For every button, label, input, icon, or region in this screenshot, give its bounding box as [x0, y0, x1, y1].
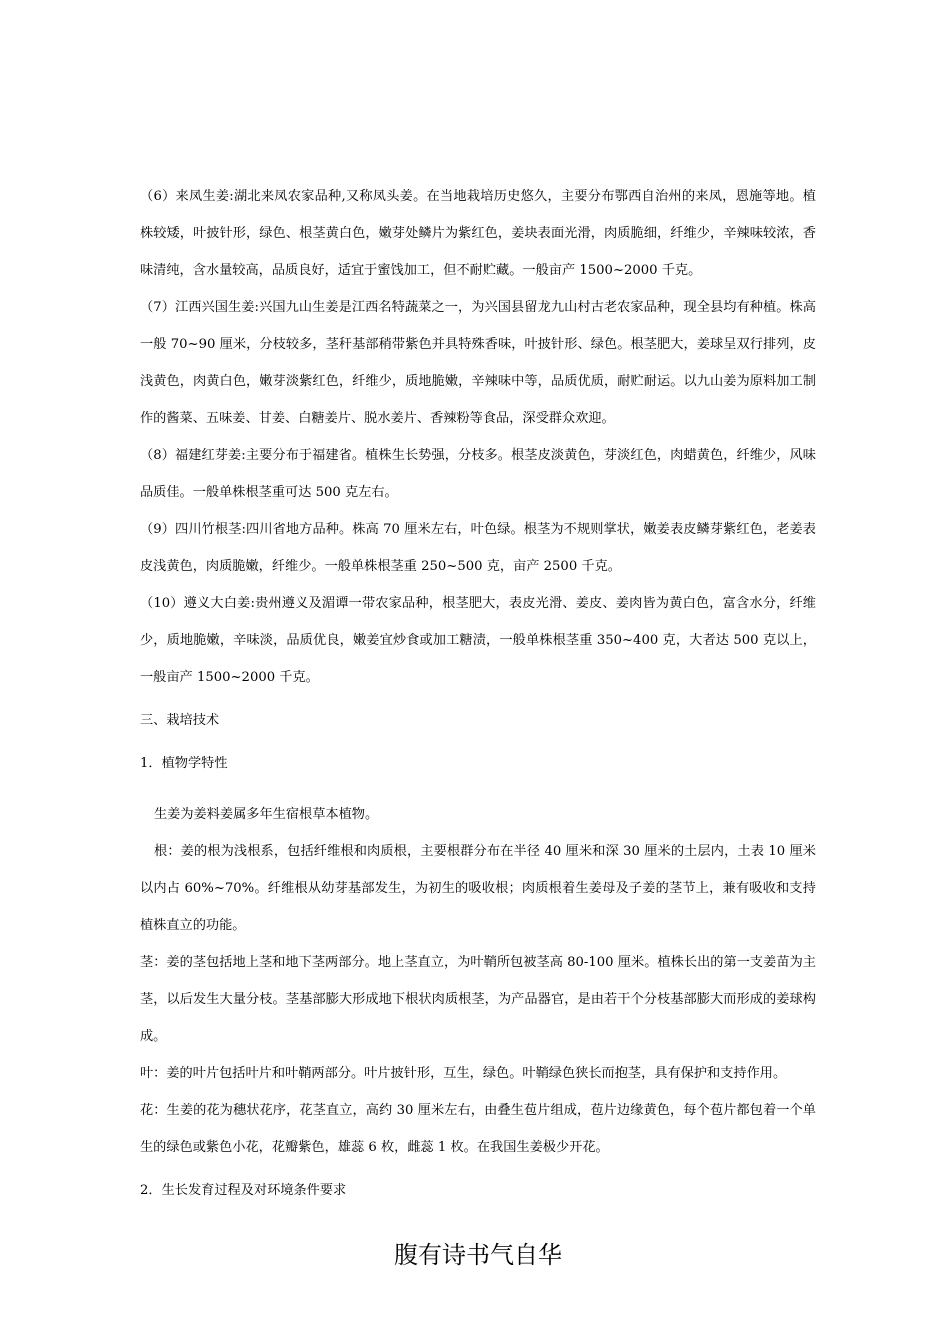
- paragraph-zunyi-ginger: （10）遵义大白姜:贵州遵义及湄谭一带农家品种，根茎肥大，表皮光滑、姜皮、姜肉皆为黄白色，富含水分，纤维少，质地脆嫩，辛味淡，品质优良，嫩姜宜炒食或加工糖渍，一般单株根茎重 350~400 克，大者达 500 克以上，一般亩产 1500~2000 千克。: [140, 596, 816, 685]
- subheading-botany: 1．植物学特性: [140, 756, 228, 771]
- paragraph-sichuan-ginger: （9）四川竹根茎:四川省地方品种。株高 70 厘米左右，叶色绿。根茎为不规则掌状，嫩姜表皮鳞芽紫红色，老姜表皮浅黄色，肉质脆嫩，纤维少。一般单株根茎重 250~500 克，亩产 2500 千克。: [140, 522, 816, 574]
- paragraph-leaf: 叶：姜的叶片包括叶片和叶鞘两部分。叶片披针形，互生，绿色。叶鞘绿色狭长而抱茎，具有保护和支持作用。: [140, 1066, 787, 1081]
- section-heading-cultivation: 三、栽培技术: [140, 713, 220, 728]
- paragraph-xingguo-ginger: （7）江西兴国生姜:兴国九山生姜是江西名特蔬菜之一，为兴国县留龙九山村古老农家品种，现全县均有种植。株高一般 70~90 厘米，分枝较多，茎秆基部稍带紫色并具特殊香味，叶披针形、绿色。根茎肥大，姜球呈双行排列，皮浅黄色，肉黄白色，嫩芽淡紫红色，纤维少，质地脆嫩，辛辣味中等，品质优质，耐贮耐运。以九山姜为原料加工制作的酱菜、五味姜、甘姜、白糖姜片、脱水姜片、香辣粉等食品，深受群众欢迎。: [140, 300, 816, 426]
- footer-motto: 腹有诗书气自华: [394, 1241, 562, 1269]
- paragraph-stem: 茎：姜的茎包括地上茎和地下茎两部分。地上茎直立，为叶鞘所包被茎高 80-100 厘米。植株长出的第一支姜苗为主茎，以后发生大量分枝。茎基部膨大形成地下根状肉质根茎，为产品器官，是由若干个分枝基部膨大而形成的姜球构成。: [140, 955, 816, 1044]
- paragraph-laifeng-ginger: （6）来凤生姜:湖北来凤农家品种,又称凤头姜。在当地栽培历史悠久，主要分布鄂西自治州的来凤，恩施等地。植株较矮，叶披针形，绿色、根茎黄白色，嫩芽处鳞片为紫红色，姜块表面光滑，肉质脆细，纤维少，辛辣味较浓，香味清纯，含水量较高，品质良好，适宜于蜜饯加工，但不耐贮藏。一般亩产 1500~2000 千克。: [140, 189, 816, 278]
- subheading-growth: 2．生长发育过程及对环境条件要求: [140, 1183, 347, 1198]
- paragraph-fujian-ginger: （8）福建红芽姜:主要分布于福建省。植株生长势强，分枝多。根茎皮淡黄色，芽淡红色，肉蜡黄色，纤维少，风味品质佳。一般单株根茎重可达 500 克左右。: [140, 448, 816, 500]
- paragraph-root: 根：姜的根为浅根系，包括纤维根和肉质根，主要根群分布在半径 40 厘米和深 30 厘米的土层内，土表 10 厘米以内占 60%~70%。纤维根从幼芽基部发生，为初生的吸收根；肉质根着生姜母及子姜的茎节上，兼有吸收和支持植株直立的功能。: [140, 844, 816, 933]
- document-body: [140, 178, 816, 1215]
- paragraph-botany-intro: 生姜为姜料姜属多年生宿根草本植物。: [154, 807, 379, 822]
- paragraph-flower: 花：生姜的花为穗状花序，花茎直立，高约 30 厘米左右，由叠生苞片组成，苞片边缘黄色，每个苞片都包着一个单生的绿色或紫色小花，花瓣紫色，雄蕊 6 枚，雌蕊 1 枚。在我国生姜极少开花。: [140, 1103, 816, 1155]
